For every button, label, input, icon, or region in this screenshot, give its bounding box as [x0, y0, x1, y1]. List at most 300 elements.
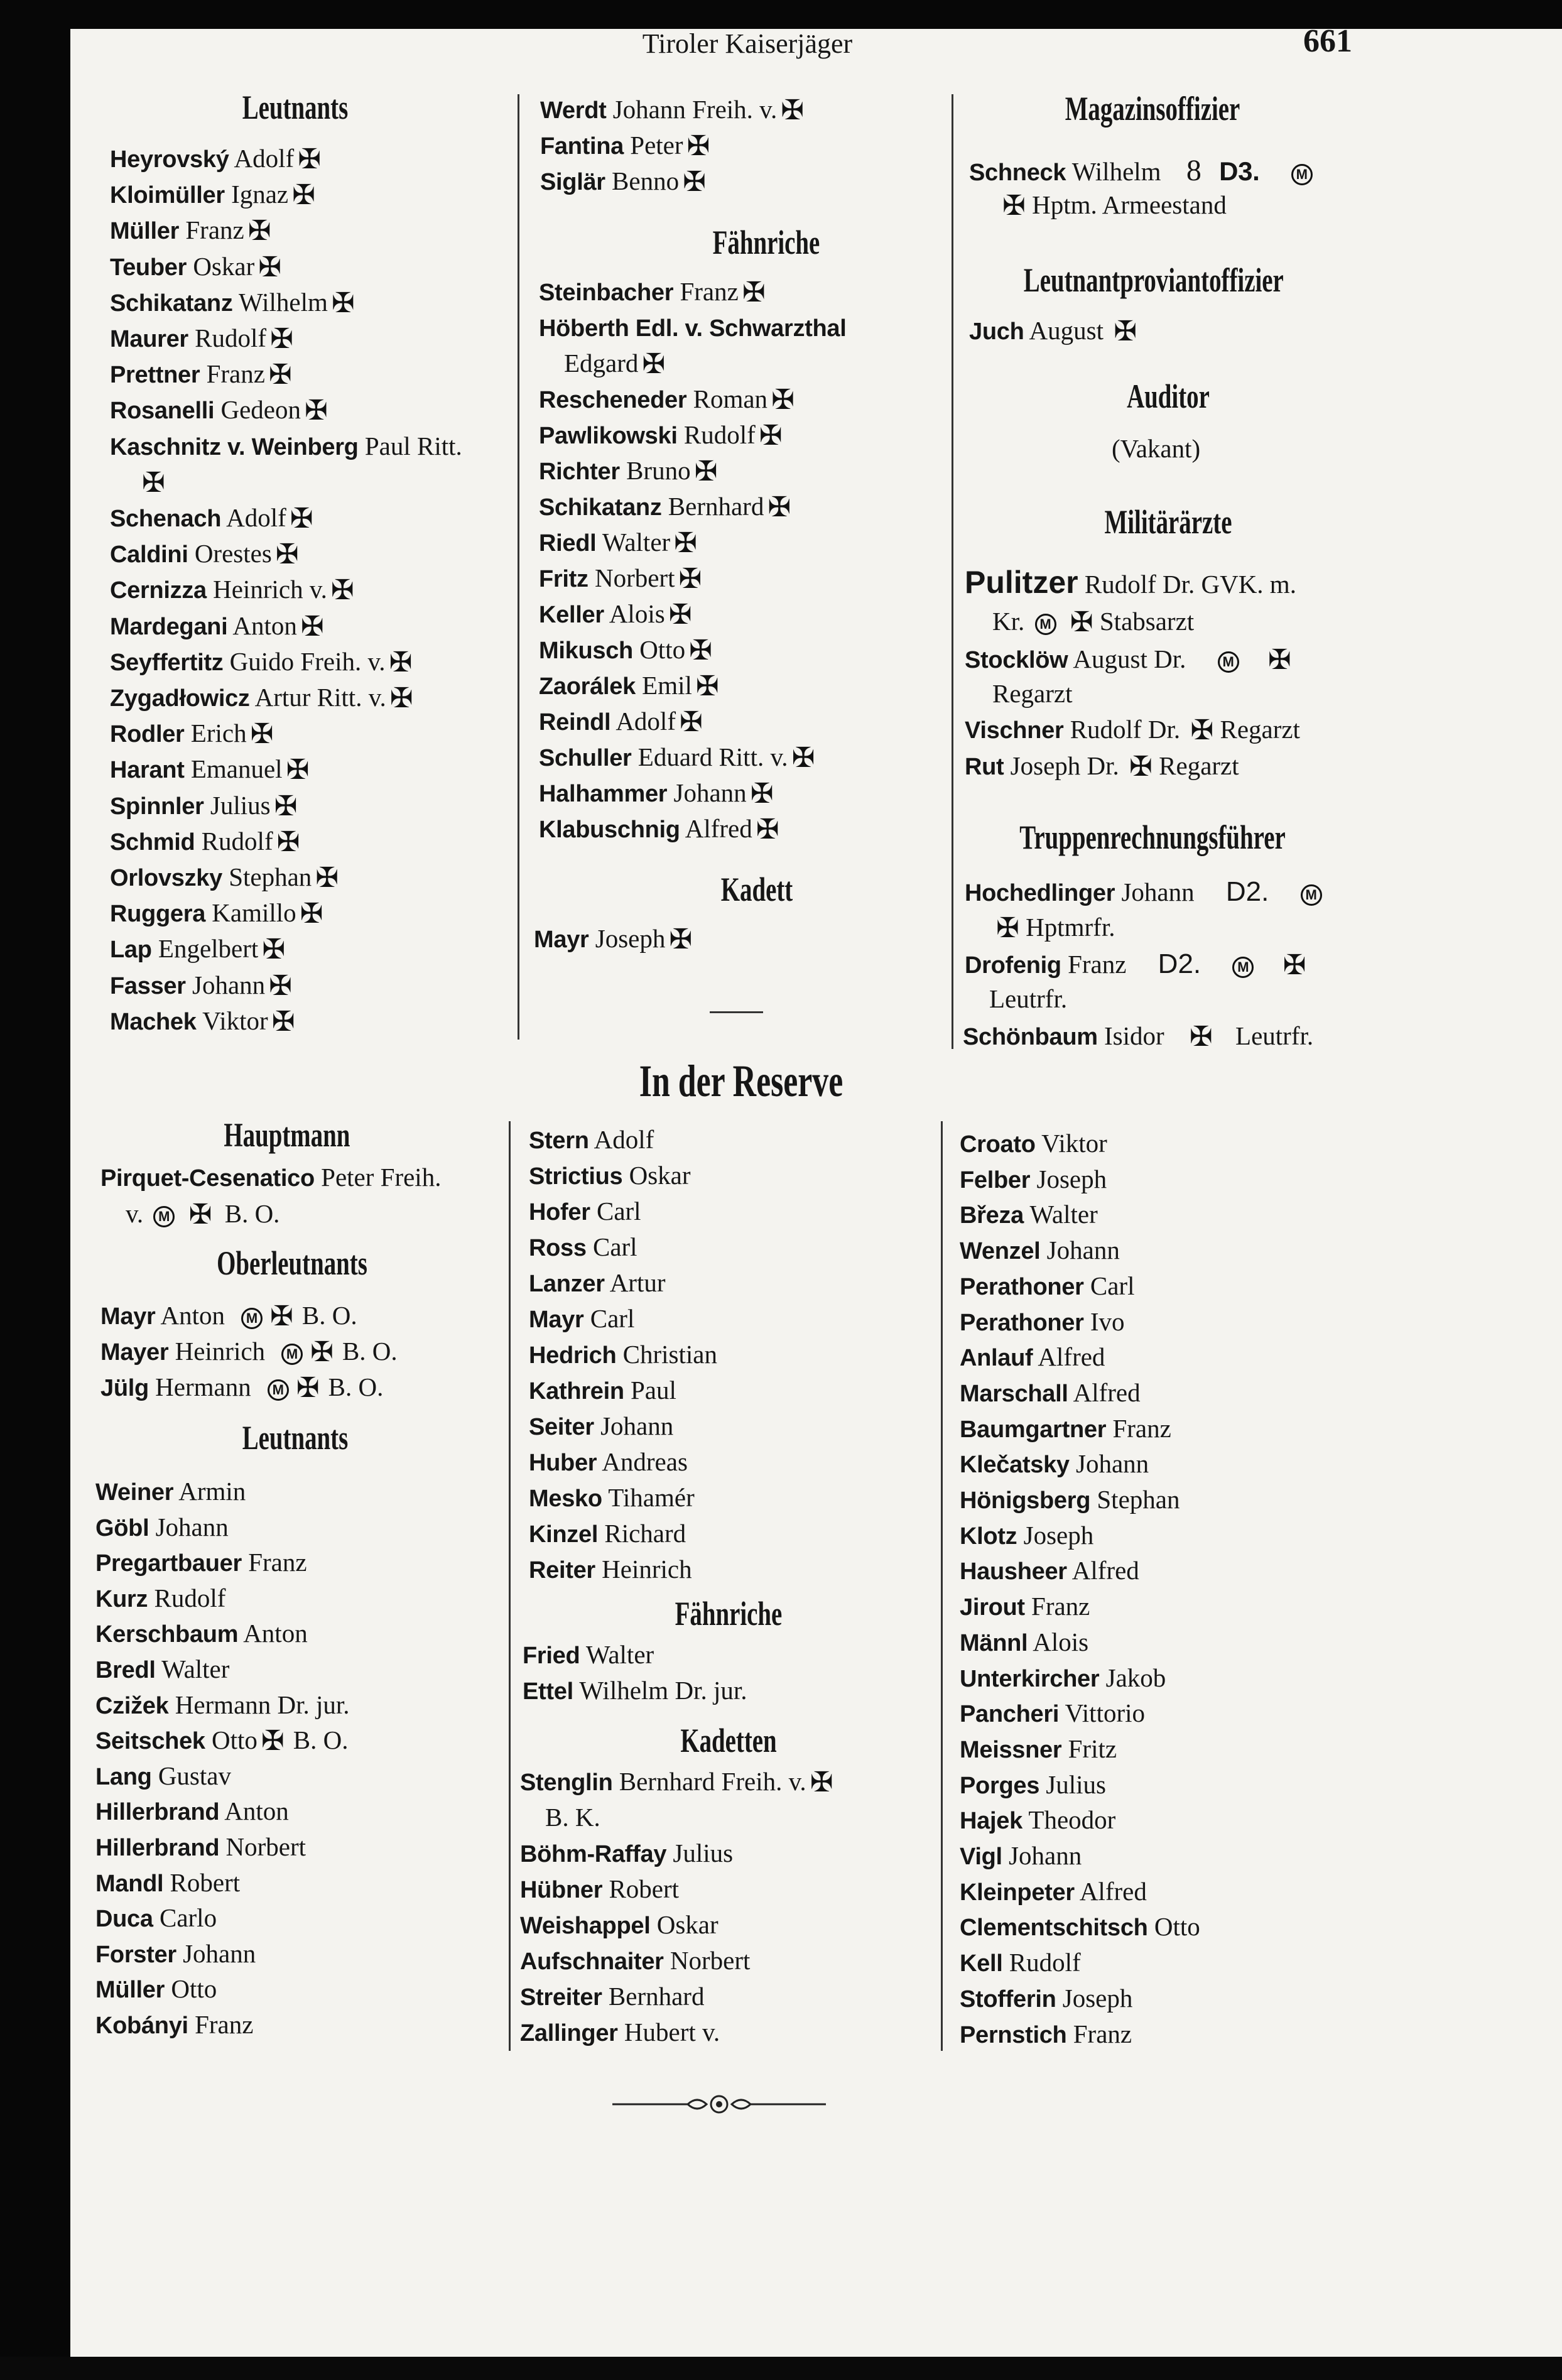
given-name: Walter: [585, 1640, 654, 1669]
surname: Steinbacher: [539, 280, 674, 306]
list-item: [110, 359, 292, 389]
entry-stockloew-line2: Regarzt: [992, 679, 1073, 708]
surname: Hübner: [520, 1877, 603, 1903]
given-name: Carl: [1090, 1271, 1135, 1300]
list-item: [960, 1876, 1147, 1906]
surname: Rescheneder: [539, 387, 687, 413]
list-item: [110, 754, 309, 784]
list-item: [138, 467, 165, 497]
surname: Richter: [539, 459, 620, 485]
cross-icon: ✠: [292, 180, 315, 211]
cross-icon: ✠: [274, 790, 298, 822]
given-name: Anton: [232, 611, 297, 640]
surname: Hofer: [529, 1199, 590, 1225]
surname: Seitschek: [95, 1728, 205, 1755]
list-item: [520, 1874, 679, 1904]
given-name: Franz: [1073, 2019, 1132, 2048]
list-item: [110, 143, 321, 173]
decoration-icon: 8: [1186, 154, 1201, 187]
given-name: Gedeon: [220, 395, 301, 425]
given-name: Walter: [1029, 1200, 1098, 1229]
cross-icon: ✠: [767, 492, 791, 523]
given-name: Rudolf: [683, 420, 756, 449]
surname: Schenach: [110, 506, 222, 532]
cross-icon: ✠: [996, 913, 1019, 943]
cross-icon: ✠: [686, 131, 710, 161]
surname: Zallinger: [520, 2020, 618, 2046]
surname: Höberth Edl. v. Schwarzthal: [539, 315, 847, 342]
surname: Cernizza: [110, 577, 207, 604]
cross-icon: ✠: [270, 1301, 293, 1332]
list-item: [960, 2019, 1132, 2049]
list-item: [564, 348, 665, 378]
cross-icon: ✠: [1283, 950, 1306, 981]
list-item: [520, 1981, 704, 2011]
surname: Klotz: [960, 1523, 1017, 1550]
surname: Teuber: [110, 254, 187, 281]
given-name: Wilhelm: [239, 287, 328, 317]
surname: Caldini: [110, 541, 188, 568]
cross-icon: ✠: [315, 862, 339, 893]
list-item: [100, 1372, 383, 1402]
list-item: [110, 394, 328, 425]
given-name: Otto: [639, 635, 686, 664]
list-item: [960, 1663, 1166, 1693]
cross-icon: ✠: [683, 166, 706, 197]
surname: Fantina: [540, 133, 624, 160]
given-name: Johann: [1046, 1236, 1120, 1265]
cross-icon: ✠: [268, 359, 292, 391]
list-item: [960, 1591, 1090, 1621]
surname: Mayr: [534, 926, 589, 953]
column-rule: [952, 94, 953, 1049]
surname: Hedrich: [529, 1342, 617, 1369]
given-name: Carlo: [159, 1903, 217, 1933]
given-name: Rudolf: [1009, 1948, 1081, 1977]
surname: Siglär: [540, 169, 605, 195]
list-item: [110, 1006, 295, 1036]
short-divider: [710, 1011, 763, 1013]
surname: Bredl: [95, 1657, 156, 1683]
entry-schoenbaum: Schönbaum Isidor ✠ Leutrfr.: [963, 1021, 1314, 1052]
list-item: [95, 1654, 229, 1684]
given-name: Bernhard: [668, 492, 764, 521]
surname: Duca: [95, 1906, 153, 1933]
surname: Marschall: [960, 1380, 1068, 1407]
list-item: [95, 1690, 350, 1720]
given-name: Bruno: [626, 456, 691, 485]
heading-oberleutnants: Oberleutnants: [217, 1244, 367, 1282]
surname: Zaorálek: [539, 673, 636, 700]
given-name: Christian: [622, 1340, 717, 1369]
scan-border-left: [0, 0, 70, 2380]
given-name: Johann: [600, 1411, 674, 1440]
heading-kadetten: Kadetten: [680, 1722, 777, 1759]
cross-icon: ✠: [771, 384, 795, 415]
cross-icon: ✠: [250, 719, 274, 750]
rank-suffix: B. O.: [328, 1372, 384, 1401]
cross-icon: ✠: [298, 144, 322, 175]
list-item: [539, 527, 697, 557]
surname: Kathrein: [529, 1378, 624, 1405]
surname: Hausheer: [960, 1558, 1067, 1585]
given-name: Alois: [609, 599, 665, 628]
given-name: Franz: [1031, 1592, 1090, 1621]
list-item: [110, 933, 285, 964]
given-name: Benno: [612, 166, 680, 195]
surname: Werdt: [540, 97, 607, 124]
entry-stockloew: Stocklöw August Dr. M ✠: [965, 644, 1291, 675]
list-item: [960, 1911, 1200, 1942]
list-item: [960, 1983, 1132, 2013]
list-item: [960, 1840, 1082, 1871]
cross-icon: ✠: [810, 1767, 833, 1798]
medal-icon: M: [241, 1308, 263, 1329]
surname: Březa: [960, 1202, 1024, 1229]
cross-icon: ✠: [750, 778, 774, 809]
list-item: [529, 1268, 666, 1298]
cross-icon: ✠: [756, 814, 779, 845]
given-name: Wilhelm Dr. jur.: [579, 1676, 747, 1705]
list-item: [110, 574, 354, 604]
list-item: [95, 1583, 225, 1613]
cross-icon: ✠: [286, 754, 310, 786]
list-item: [110, 287, 355, 317]
given-name: Peter: [630, 131, 683, 160]
surname: Schneck: [969, 160, 1066, 186]
cross-icon: ✠: [269, 970, 293, 1001]
surname: Böhm-Raffay: [520, 1841, 667, 1867]
given-name: Alfred: [685, 814, 752, 843]
given-name: Fritz: [1068, 1734, 1117, 1763]
list-item: [529, 1554, 692, 1584]
cross-icon: ✠: [1267, 644, 1291, 675]
surname: Ross: [529, 1235, 587, 1261]
entry-pirquet-line2: v. M ✠ B. O.: [126, 1199, 280, 1230]
rank-suffix: B. O.: [342, 1337, 398, 1366]
given-name: Robert: [170, 1867, 241, 1897]
given-name: Franz: [206, 359, 265, 389]
list-item: [960, 1413, 1171, 1443]
cross-icon: ✠: [296, 1372, 320, 1403]
list-item: [110, 898, 323, 928]
surname: Harant: [110, 757, 185, 784]
cross-icon: ✠: [261, 1725, 285, 1757]
cross-icon: ✠: [1129, 751, 1153, 782]
cross-icon: ✠: [389, 646, 413, 678]
surname: Maurer: [110, 326, 188, 352]
cross-icon: ✠: [1190, 715, 1214, 746]
cross-icon: ✠: [791, 742, 815, 773]
entry-schneck-rank: ✠ Hptm. Armeestand: [1002, 190, 1227, 221]
list-item: [110, 646, 412, 677]
cross-icon: ✠: [276, 826, 300, 857]
list-item: [110, 718, 273, 748]
surname: Göbl: [95, 1514, 149, 1541]
given-name: Franz: [195, 2010, 254, 2039]
surname: Croato: [960, 1131, 1036, 1158]
surname: Mandl: [95, 1870, 164, 1897]
surname: Ettel: [523, 1678, 573, 1705]
list-item: [529, 1232, 637, 1262]
surname: Kell: [960, 1950, 1003, 1977]
given-name: Edgard: [564, 349, 639, 378]
medal-icon: M: [1301, 884, 1322, 906]
surname: Fasser: [110, 972, 186, 999]
cross-icon: ✠: [300, 611, 324, 642]
surname: Felber: [960, 1166, 1031, 1193]
list-item: [529, 1518, 686, 1548]
cross-icon: ✠: [389, 683, 413, 714]
surname: Kerschbaum: [95, 1621, 239, 1648]
heading-militaeraerzte: Militärärzte: [1104, 503, 1232, 541]
list-item: [960, 1235, 1120, 1265]
list-item: [95, 1761, 231, 1791]
entry-pulitzer-line2: Kr. M ✠ Stabsarzt: [992, 607, 1195, 638]
given-name: Carl: [592, 1232, 637, 1261]
entry-hochedlinger-line2: ✠ Hptmrfr.: [996, 913, 1115, 943]
given-name: Walter: [602, 528, 671, 557]
list-item: [960, 1947, 1081, 1977]
given-name: Kamillo: [212, 898, 296, 928]
surname: Jülg: [100, 1375, 149, 1401]
list-item: [539, 455, 717, 486]
surname: Weiner: [95, 1479, 174, 1506]
surname: Mikusch: [539, 638, 633, 664]
surname: Reindl: [539, 709, 611, 736]
given-name: Wilhelm: [1071, 157, 1161, 186]
surname: Huber: [529, 1450, 597, 1476]
given-name: Rudolf: [154, 1583, 226, 1612]
surname: Klečatsky: [960, 1452, 1070, 1479]
list-item: [95, 1512, 229, 1542]
surname: Ruggera: [110, 901, 206, 928]
list-item: [110, 251, 281, 281]
list-item: [110, 611, 324, 641]
heading-truppenrechnungsfuehrer: Truppenrechnungsführer: [1019, 818, 1286, 856]
given-name: Ivo: [1090, 1307, 1125, 1336]
list-item: [539, 491, 791, 521]
list-item: [110, 970, 292, 1000]
column-rule: [518, 94, 519, 1040]
given-name: Alfred: [1038, 1342, 1105, 1372]
entry-drofenig-line2: Leutrfr.: [989, 984, 1068, 1013]
list-item: [960, 1164, 1107, 1194]
given-name: Artur Ritt. v.: [254, 683, 386, 712]
list-item: [539, 670, 719, 700]
surname: Stenglin: [520, 1769, 613, 1796]
list-item: [110, 323, 293, 353]
heading-kadett: Kadett: [720, 871, 793, 908]
surname: Orlovszky: [110, 865, 222, 891]
cross-icon: ✠: [1114, 316, 1137, 347]
list-item: [960, 1342, 1105, 1372]
list-item: [520, 1766, 833, 1796]
cross-icon: ✠: [1002, 190, 1026, 221]
surname: Unterkircher: [960, 1665, 1100, 1692]
cross-icon: ✠: [330, 575, 354, 606]
list-item: [540, 94, 804, 124]
rank-suffix: B. O.: [293, 1725, 349, 1755]
surname: Spinnler: [110, 793, 204, 820]
surname: Meissner: [960, 1736, 1062, 1763]
list-item: [960, 1484, 1180, 1514]
medal-icon: M: [1218, 651, 1239, 673]
surname: Prettner: [110, 362, 200, 389]
list-item: [529, 1339, 717, 1369]
decoration-class: D3.: [1219, 156, 1260, 186]
given-name: Joseph: [595, 924, 666, 953]
given-name: Adolf: [616, 707, 676, 736]
heading-reserve-faehnriche: Fähnriche: [675, 1595, 783, 1633]
given-name: Hubert v.: [624, 2018, 720, 2046]
given-name: Rudolf: [201, 826, 273, 856]
list-item: [539, 276, 766, 307]
given-name: Julius: [1046, 1769, 1106, 1799]
given-name: Joseph: [1023, 1520, 1094, 1550]
surname: Fried: [523, 1643, 580, 1669]
given-name: Joseph: [1062, 1983, 1133, 2013]
medal-icon: M: [1035, 614, 1056, 635]
given-name: Heinrich: [175, 1337, 266, 1366]
given-name: Jakob: [1105, 1663, 1166, 1692]
given-name: Carl: [596, 1197, 641, 1225]
list-item: [539, 813, 779, 844]
surname: Lang: [95, 1763, 152, 1790]
cross-icon: ✠: [759, 420, 783, 451]
given-name: Rudolf: [195, 323, 267, 352]
surname: Porges: [960, 1772, 1040, 1799]
given-name: Johann: [155, 1512, 229, 1541]
surname: Pernstich: [960, 2021, 1067, 2048]
list-item: [529, 1160, 691, 1190]
heading-reserve-leutnants: Leutnants: [242, 1419, 349, 1457]
given-name: Otto: [171, 1974, 217, 2004]
rank-suffix: B. O.: [301, 1301, 357, 1330]
given-name: Adolf: [234, 144, 295, 173]
surname: Reiter: [529, 1557, 595, 1584]
cross-icon: ✠: [331, 287, 355, 318]
cross-icon: ✠: [1070, 607, 1093, 638]
medal-icon: M: [268, 1379, 289, 1401]
list-item: [100, 1336, 398, 1366]
list-item: [540, 166, 706, 196]
list-item: [95, 2009, 253, 2040]
surname: Pancheri: [960, 1701, 1060, 1728]
surname: Schikatanz: [110, 290, 233, 317]
given-name: Alois: [1033, 1627, 1089, 1656]
given-name: Franz: [1112, 1413, 1171, 1443]
surname: Hillerbrand: [95, 1835, 220, 1861]
surname: Klabuschnig: [539, 817, 680, 843]
cross-icon: ✠: [669, 924, 693, 955]
list-item: [960, 1307, 1125, 1337]
list-item: [95, 1725, 349, 1755]
surname: Streiter: [520, 1984, 602, 2011]
given-name: Johann: [192, 970, 266, 999]
surname: Weishappel: [520, 1913, 651, 1939]
list-item: [529, 1196, 641, 1226]
given-name: Hermann Dr. jur.: [175, 1690, 350, 1719]
list-item: [539, 599, 692, 629]
list-item: [95, 1974, 217, 2004]
cross-icon: ✠: [694, 456, 718, 487]
surname: Lap: [110, 937, 152, 964]
list-item: [960, 1448, 1149, 1479]
cross-icon: ✠: [781, 95, 805, 126]
given-name: Alfred: [1079, 1876, 1147, 1906]
list-item: [960, 1377, 1141, 1408]
given-name: Adolf: [594, 1125, 654, 1154]
given-name: Oskar: [629, 1161, 691, 1190]
heading-faehnriche: Fähnriche: [712, 224, 820, 261]
given-name: Theodor: [1028, 1805, 1116, 1835]
given-name: Vittorio: [1065, 1698, 1146, 1728]
given-name: Alfred: [1071, 1556, 1139, 1585]
list-item: [523, 1675, 747, 1705]
surname: Stofferin: [960, 1986, 1056, 2013]
list-item: [539, 312, 847, 342]
surname: Pregartbauer: [95, 1550, 242, 1577]
given-name: Artur: [609, 1268, 666, 1297]
running-header-title: Tiroler Kaiserjäger: [642, 28, 853, 59]
given-name: Bernhard: [608, 1982, 705, 2011]
given-name: Armin: [178, 1477, 246, 1506]
surname: Perathoner: [960, 1309, 1084, 1336]
cross-icon: ✠: [270, 323, 293, 354]
cross-icon: ✠: [305, 395, 328, 427]
cross-icon: ✠: [275, 539, 299, 570]
surname: Schmid: [110, 829, 195, 856]
given-name: Carl: [590, 1304, 635, 1333]
given-name: Franz: [185, 215, 244, 245]
surname: Strictius: [529, 1163, 623, 1190]
given-name: Norbert: [594, 563, 675, 592]
list-item: [95, 1903, 217, 1933]
list-item: [95, 1618, 308, 1648]
list-item: [520, 1838, 733, 1868]
given-name: Roman: [693, 384, 768, 413]
cross-icon: ✠: [668, 599, 692, 630]
page-number: 661: [1303, 23, 1352, 59]
list-item: [95, 1938, 256, 1969]
surname: Mayer: [100, 1339, 169, 1366]
surname: Männl: [960, 1629, 1028, 1656]
medal-icon: M: [1291, 164, 1313, 185]
surname: Schikatanz: [539, 494, 662, 521]
list-item: [529, 1375, 676, 1405]
given-name: Stephan: [229, 862, 312, 891]
given-name: Emanuel: [190, 754, 283, 784]
surname: Zygadłowicz: [110, 685, 250, 712]
given-name: Oskar: [193, 251, 255, 281]
given-name: Paul: [630, 1376, 676, 1405]
list-item: [960, 1769, 1106, 1800]
given-name: Johann: [673, 778, 747, 807]
list-item: [110, 538, 299, 568]
surname: Halhammer: [539, 781, 668, 807]
given-name: Julius: [210, 790, 271, 820]
surname: Kloimüller: [110, 182, 225, 209]
list-item: [960, 1555, 1139, 1585]
list-item: [960, 1520, 1093, 1550]
surname: Baumgartner: [960, 1416, 1107, 1443]
given-name: Julius: [673, 1839, 734, 1867]
surname: Mardegani: [110, 613, 228, 640]
surname: Czižek: [95, 1692, 169, 1719]
list-item: [110, 431, 462, 461]
surname: Kleinpeter: [960, 1879, 1075, 1906]
